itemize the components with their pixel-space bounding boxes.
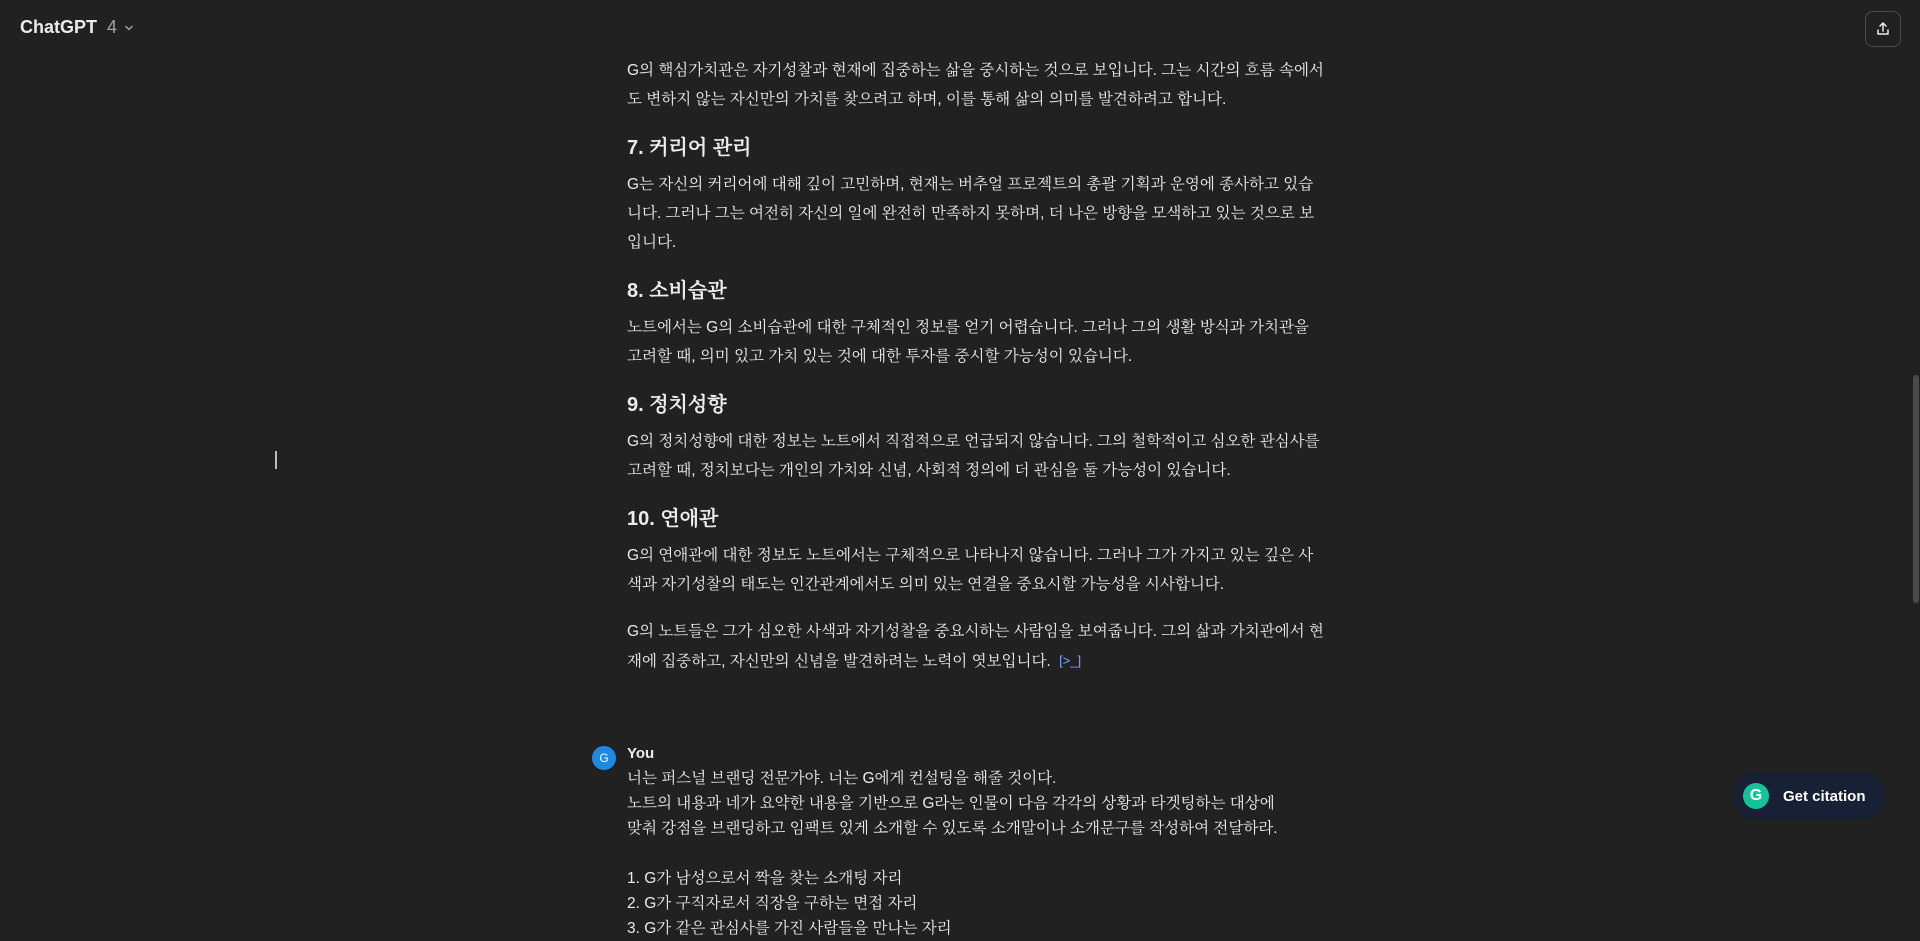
code-citation-link[interactable]: [>_] bbox=[1059, 653, 1082, 668]
model-name: ChatGPT bbox=[20, 17, 98, 37]
user-message-line: 맞춰 강점을 브랜딩하고 임팩트 있게 소개할 수 있도록 소개말이나 소개문구를 작성하여 전달하라. bbox=[627, 820, 1278, 837]
assistant-message bbox=[627, 40, 1327, 676]
avatar: G bbox=[592, 746, 616, 770]
section-body-consumption: 노트에서는 G의 소비습관에 대한 구체적인 정보를 얻기 어렵습니다. 그러나 그의 생활 방식과 가치관을 고려할 때, 의미 있고 가치 있는 것에 대한 투자를 중시할 가능성이 있습니다. bbox=[627, 319, 1309, 365]
user-message-line: 노트의 내용과 네가 요약한 내용을 기반으로 G라는 인물이 다음 각각의 상황과 타겟팅하는 대상에 bbox=[627, 795, 1275, 812]
section-heading-career: 7. 커리어 관리 bbox=[627, 137, 752, 159]
user-message-line: 3. G가 같은 관심사를 가진 사람들을 만나는 자리 bbox=[627, 920, 952, 937]
section-heading-romance: 10. 연애관 bbox=[627, 508, 719, 530]
user-message-line: 1. G가 남성으로서 짝을 찾는 소개팅 자리 bbox=[627, 870, 903, 887]
section-body-career: G는 자신의 커리어에 대해 깊이 고민하며, 현재는 버추얼 프로젝트의 총괄 기획과 운영에 종사하고 있습니다. 그러나 그는 여전히 자신의 일에 완전히 만족하지 못하며, 더 나은 방향을 모색하고 있는 것으로 보입니다. bbox=[627, 176, 1315, 251]
model-selector[interactable] bbox=[20, 17, 135, 38]
user-message-line: 너는 퍼스널 브랜딩 전문가야. 너는 G에게 컨설팅을 해줄 것이다. bbox=[627, 770, 1057, 787]
section-heading-politics: 9. 정치성향 bbox=[627, 394, 727, 416]
get-citation-button[interactable] bbox=[1733, 773, 1885, 819]
section-body-politics: G의 정치성향에 대한 정보는 노트에서 직접적으로 언급되지 않습니다. 그의 철학적이고 심오한 관심사를 고려할 때, 정치보다는 개인의 가치와 신념, 사회적 정의에 더 관심을 둘 가능성이 있습니다. bbox=[627, 433, 1320, 479]
chevron-down-icon bbox=[123, 22, 135, 34]
top-bar bbox=[0, 0, 1920, 56]
model-version: 4 bbox=[107, 17, 118, 37]
section-heading-consumption: 8. 소비습관 bbox=[627, 280, 727, 302]
summary-paragraph bbox=[627, 617, 1327, 676]
share-button[interactable] bbox=[1865, 11, 1901, 47]
get-citation-label: Get citation bbox=[1783, 787, 1866, 805]
share-icon bbox=[1875, 21, 1891, 37]
user-message-line: 2. G가 구직자로서 직장을 구하는 면접 자리 bbox=[627, 895, 918, 912]
section-body-core-values: G의 핵심가치관은 자기성찰과 현재에 집중하는 삶을 중시하는 것으로 보입니다. 그는 시간의 흐름 속에서도 변하지 않는 자신만의 가치를 찾으려고 하며, 이를 통해 삶의 의미를 발견하려고 합니다. bbox=[627, 62, 1324, 108]
user-message-line bbox=[627, 841, 1327, 866]
text-cursor-icon bbox=[275, 451, 277, 469]
grammarly-logo-icon: G bbox=[1743, 783, 1769, 809]
scrollbar-thumb[interactable] bbox=[1913, 375, 1919, 603]
user-message bbox=[627, 766, 1327, 941]
summary-text: G의 노트들은 그가 심오한 사색과 자기성찰을 중요시하는 사람임을 보여줍니다. 그의 삶과 가치관에서 현재에 집중하고, 자신만의 신념을 발견하려는 노력이 엿보입니다. bbox=[627, 623, 1324, 670]
user-name: You bbox=[627, 745, 655, 762]
section-body-romance: G의 연애관에 대한 정보도 노트에서는 구체적으로 나타나지 않습니다. 그러나 그가 가지고 있는 깊은 사색과 자기성찰의 태도는 인간관계에서도 의미 있는 연결을 중요시할 가능성을 시사합니다. bbox=[627, 547, 1314, 593]
